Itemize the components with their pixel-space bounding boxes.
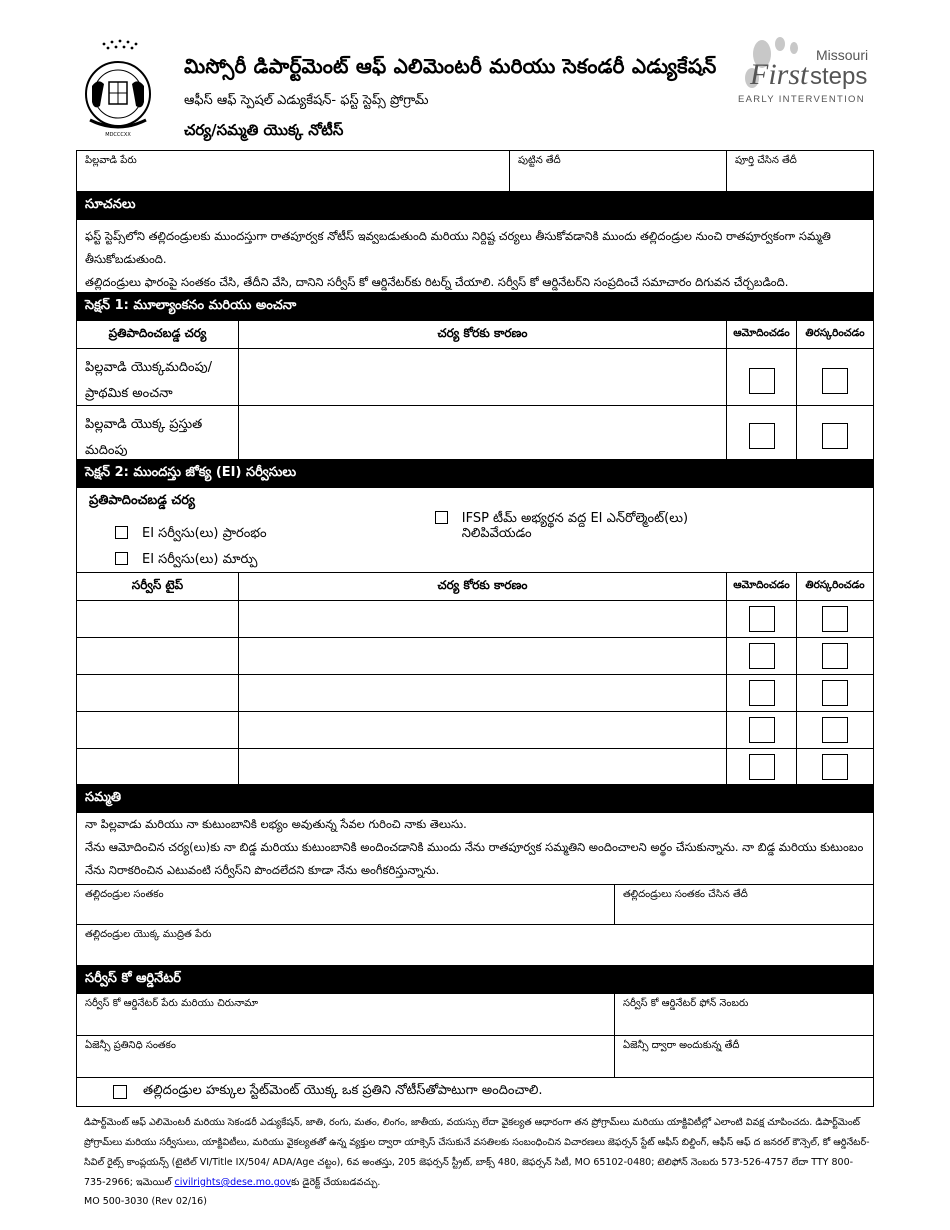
agency-date-label: ఏజెన్సీ ద్వారా అందుకున్న తేదీ (623, 1040, 740, 1051)
parent-signature-date-field[interactable] (615, 885, 873, 924)
service-reason-cell[interactable] (239, 601, 727, 637)
completed-date-field[interactable] (727, 151, 873, 191)
printed-name-row (77, 925, 873, 966)
service-type-cell[interactable] (77, 601, 239, 637)
section2-header-row (77, 573, 873, 601)
service-reason-cell[interactable] (239, 749, 727, 784)
instructions-text (77, 220, 873, 293)
section2-col-reason: చర్య కోరకు కారణం (239, 573, 727, 600)
section1-row (77, 349, 873, 406)
section1-col-approve: ఆమోదించడం (727, 321, 797, 348)
child-name-label: పిల్లవాడి పేరు (85, 155, 137, 166)
service-reject-checkbox[interactable] (822, 717, 848, 743)
coordinator-name-label: సర్వీస్ కో ఆర్డినేటర్ పేరు మరియు చిరునామా (85, 998, 258, 1009)
consent-heading: సమ్మతి (77, 785, 873, 813)
svg-text:MDCCCXX: MDCCCXX (105, 132, 131, 138)
footer-email-suffix: కు డైరెక్ట్ చేయబడవచ్చు. (291, 1177, 381, 1188)
option-change-services[interactable] (115, 552, 257, 567)
printed-name-field[interactable] (77, 925, 873, 965)
parent-signature-field[interactable] (77, 885, 615, 924)
footer-notice (84, 1113, 874, 1193)
parent-signature-row (77, 885, 873, 925)
coordinator-info-row (77, 994, 873, 1036)
state-seal-icon (82, 38, 154, 140)
agency-signature-label: ఏజెన్సీ ప్రతినిధి సంతకం (85, 1040, 176, 1051)
logo-state: Missouri (816, 47, 869, 63)
notice-form (76, 150, 874, 1107)
service-row (77, 749, 873, 785)
service-reason-cell[interactable] (239, 638, 727, 674)
office-subtitle: ఆఫీస్ ఆఫ్ స్పెషల్ ఎడ్యుకేషన్- ఫస్ట్ స్టెప్స్ ప్రోగ్రామ్ (184, 93, 429, 108)
section1-action-1: పిల్లవాడి యొక్కమదింపు/ ప్రాథమిక అంచనా (77, 349, 239, 405)
consent-line-2: నేను ఆమోదించిన చర్య(లు)కు నా బిడ్డ మరియు కుటుంబానికి అందించడానికి ముందు నేను రాతపూర్వక సమ్మతిని అందించాలని అర్థం చేసుకున్నాను. నా బిడ్డ మరియు కుటుంబం నేను నిరాకరించిన ఎటువంటి సర్వీస్‌ని పొందలేదని కూడా నేను అంగీకరిస్తున్నాను. (85, 840, 864, 877)
service-row (77, 638, 873, 675)
section1-heading: సెక్షన్ 1: మూల్యాంకనం మరియు అంచనా (77, 293, 873, 321)
service-type-cell[interactable] (77, 749, 239, 784)
consent-text (77, 813, 873, 885)
section1-col-action: ప్రతిపాదించబడ్డ చర్య (77, 321, 239, 348)
coordinator-phone-label: సర్వీస్ కో ఆర్డినేటర్ ఫోన్ నెంబరు (623, 998, 749, 1009)
service-type-cell[interactable] (77, 638, 239, 674)
footer-text: డిపార్ట్‌మెంట్ ఆఫ్ ఎలిమెంటరీ మరియు సెకండరీ ఎడ్యుకేషన్, జాతి, రంగు, మతం, లింగం, జాతీయ, వయస్సు లేదా వైకల్యత ఆధారంగా తన ప్రోగ్రామ్‌లు మరియు యాక్టివిటీల్లో ఎలాంటి వివక్ష చూపించదు. డిపార్ట్‌మెంట్ ప్రోగ్రామ్‌లు మరియు సర్వీసులు, యాక్టివిటీలు, మరియు వైకల్యతతో ఉన్న వ్యక్తుల ద్వారా యాక్సెస్ చేసుకునే వసతిలకు సంబంధించిన విచారణలు జెఫర్సన్ స్టేట్ ఆఫీస్ బిల్డింగ్, ఆఫీస్ ఆఫ్ ద జనరల్ కౌన్సెల్, కో ఆర్డినేటర్- సివిల్ రైట్స్ కాంప్లయన్స్ (టైటిల్ VI/Title IX/504/ ADA/Age చట్టం), 6వ అంతస్తు, 205 జెఫర్సన్ స్ట్రీట్, బాక్స్ 480, జెఫర్సన్ సిటీ, MO 65102-0480; టెలిఫోన్ నెంబరు 573-526-4757 లేదా TTY 800-735-2966; ఇమెయిల్ (84, 1117, 870, 1188)
agency-date-field[interactable] (615, 1036, 873, 1077)
parent-signature-label: తల్లిదండ్రుల సంతకం (85, 889, 164, 900)
agency-row (77, 1036, 873, 1078)
option-start-services[interactable] (115, 526, 267, 541)
section1-col-reason: చర్య కోరకు కారణం (239, 321, 727, 348)
child-name-field[interactable] (77, 151, 510, 191)
change-services-label: EI సర్వీసు(లు) మార్పు (142, 552, 258, 567)
instructions-heading: సూచనలు (77, 192, 873, 220)
rights-statement-checkbox[interactable] (113, 1085, 127, 1099)
section1-action-2: పిల్లవాడి యొక్క ప్రస్తుత మదింపు (77, 406, 239, 459)
service-approve-checkbox[interactable] (749, 680, 775, 706)
first-steps-logo-icon (734, 36, 874, 108)
service-type-cell[interactable] (77, 712, 239, 748)
service-row (77, 675, 873, 712)
section1-reason-1[interactable] (239, 349, 727, 405)
section2-heading: సెక్షన్ 2: ముందస్తు జోక్య (EI) సర్వీసులు (77, 460, 873, 488)
service-approve-checkbox[interactable] (749, 643, 775, 669)
instructions-line-2: తల్లిదండ్రులు ఫారంపై సంతకం చేసి, తేదీని వేసి, దానిని సర్వీస్ కో ఆర్డినేటర్‌కు రిటర్న్ చేయాలి. సర్వీస్ కో ఆర్డినేటర్‌ని సంప్రదించే సమాచారం దిగువన చేర్చబడింది. (85, 275, 789, 289)
service-reason-cell[interactable] (239, 675, 727, 711)
section2-options (77, 488, 873, 573)
service-row (77, 601, 873, 638)
start-services-checkbox[interactable] (115, 526, 128, 539)
service-approve-checkbox[interactable] (749, 754, 775, 780)
service-reject-checkbox[interactable] (822, 643, 848, 669)
logo-steps: steps (810, 63, 868, 90)
printed-name-label: తల్లిదండ్రుల యొక్క ముద్రిత పేరు (85, 929, 212, 940)
service-type-cell[interactable] (77, 675, 239, 711)
start-services-label: EI సర్వీసు(లు) ప్రారంభం (142, 526, 267, 541)
service-reject-checkbox[interactable] (822, 754, 848, 780)
coordinator-phone-field[interactable] (615, 994, 873, 1035)
service-approve-checkbox[interactable] (749, 606, 775, 632)
section2-col-service: సర్వీస్ టైప్ (77, 573, 239, 600)
service-row (77, 712, 873, 749)
parent-signature-date-label: తల్లిదండ్రులు సంతకం చేసిన తేదీ (623, 889, 748, 900)
option-discontinue-services[interactable] (435, 511, 755, 541)
section1-row (77, 406, 873, 460)
discontinue-services-checkbox[interactable] (435, 511, 448, 524)
service-approve-checkbox[interactable] (749, 717, 775, 743)
birth-date-label: పుట్టిన తేదీ (518, 155, 561, 166)
section2-col-reject: తిరస్కరించడం (805, 579, 865, 591)
section1-approve-checkbox-2[interactable] (749, 423, 775, 449)
completed-date-label: పూర్తి చేసిన తేదీ (735, 155, 797, 166)
change-services-checkbox[interactable] (115, 552, 128, 565)
rights-statement-label: తల్లిదండ్రుల హక్కుల స్టేట్‌మెంట్ యొక్క ఒక ప్రతిని నోటీస్‌తోపాటుగా అందించాలి. (143, 1083, 543, 1098)
logo-tagline: EARLY INTERVENTION (738, 94, 865, 105)
form-title: చర్య/సమ్మతి యొక్క నోటీస్ (184, 121, 344, 139)
service-reason-cell[interactable] (239, 712, 727, 748)
rights-statement-row (77, 1078, 873, 1106)
discontinue-services-label: IFSP టీమ్ అభ్యర్థన వద్ద EI ఎన్‌రోల్మెంట్(లు) నిలిపివేయడం (461, 511, 689, 541)
section1-reject-checkbox-1[interactable] (822, 368, 848, 394)
header-titles (184, 54, 717, 143)
section1-reject-checkbox-2[interactable] (822, 423, 848, 449)
consent-line-1: నా పిల్లవాడు మరియు నా కుటుంబానికి లభ్యం అవుతున్న సేవల గురించి నాకు తెలుసు. (85, 817, 467, 831)
instructions-line-1: ఫస్ట్ స్టెప్స్‌లోని తల్లిదండ్రులకు ముందస్తుగా రాతపూర్వక నోటీస్ ఇవ్వబడుతుంది మరియు నిర్దిష్ట చర్యలు తీసుకోవడానికి ముందు తల్లిదండ్రుల నుంచి రాతపూర్వకంగా సమ్మతి తీసుకోబడుతుంది. (85, 229, 831, 266)
section1-reason-2[interactable] (239, 406, 727, 459)
civil-rights-email-link[interactable]: civilrights@dese.mo.gov (174, 1177, 292, 1188)
page-header (78, 36, 878, 148)
service-reject-checkbox[interactable] (822, 680, 848, 706)
service-reject-checkbox[interactable] (822, 606, 848, 632)
coordinator-name-field[interactable] (77, 994, 615, 1035)
section2-col-approve: ఆమోదించడం (727, 573, 797, 600)
birth-date-field[interactable] (510, 151, 727, 191)
logo-first: First (750, 58, 809, 91)
section1-col-reject: తిరస్కరించడం (805, 327, 865, 339)
section1-header-row (77, 321, 873, 349)
section1-approve-checkbox-1[interactable] (749, 368, 775, 394)
form-number: MO 500-3030 (Rev 02/16) (84, 1196, 207, 1207)
agency-signature-field[interactable] (77, 1036, 615, 1077)
department-title: మిస్సోరీ డిపార్ట్‌మెంట్ ఆఫ్ ఎలిమెంటరీ మరియు సెకండరీ ఎడ్యుకేషన్ (184, 54, 717, 78)
coordinator-heading: సర్వీస్ కో ఆర్డినేటర్ (77, 966, 873, 994)
child-info-row (77, 151, 873, 192)
section2-proposed-label: ప్రతిపాదించబడ్డ చర్య (89, 493, 195, 508)
